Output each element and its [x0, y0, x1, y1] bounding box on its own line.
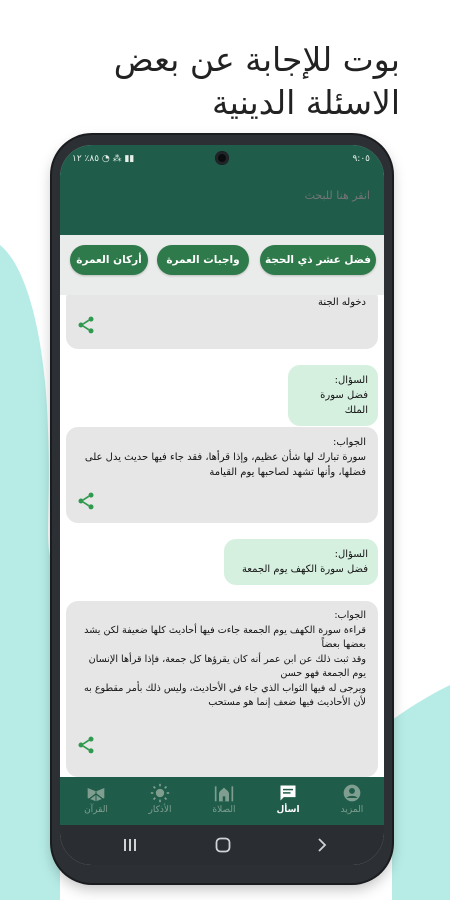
- bottom-navigation: [60, 777, 384, 825]
- phone-screen: [60, 145, 384, 865]
- nav-ask[interactable]: [256, 777, 320, 825]
- chat-icon: [278, 783, 298, 803]
- nav-label: الأذكار: [148, 805, 172, 815]
- question-bubble: [288, 365, 378, 426]
- nav-label: القرآن: [84, 805, 108, 815]
- quran-icon: [85, 783, 107, 803]
- status-icons: ٨٥٪ ١٢ ◔ ⁂ ▮▮: [72, 154, 135, 164]
- nav-adhkar[interactable]: [128, 777, 192, 825]
- answer-label: الجواب:: [332, 437, 366, 448]
- answer-bubble: [66, 601, 378, 777]
- promo-line-1: بوت للإجابة عن بعض: [113, 40, 400, 79]
- nav-label: الصلاة: [212, 805, 236, 815]
- promo-line-2: الاسئلة الدينية: [211, 83, 400, 122]
- back-icon[interactable]: [314, 837, 330, 853]
- share-icon[interactable]: [76, 315, 96, 335]
- question-label: السؤال:: [334, 375, 368, 386]
- mosque-icon: [213, 783, 235, 803]
- status-time: ٩:٠٥: [352, 154, 370, 164]
- sun-icon: [150, 783, 170, 803]
- nav-label: المزيد: [340, 805, 364, 815]
- question-text: فضل سورة الكهف يوم الجمعة: [241, 564, 368, 575]
- answer-text-paragraph: وقد ثبت ذلك عن ابن عمر أنه كان يقرؤها كل جمعة، فإذا قرأها الإنسان يوم الجمعة فهو حسن: [88, 653, 366, 679]
- profile-icon: [342, 783, 362, 803]
- system-navigation-bar: [60, 825, 384, 865]
- chat-list[interactable]: [60, 295, 384, 777]
- chip-umrah-duties[interactable]: واجبات العمرة: [157, 245, 249, 275]
- question-bubble: [224, 539, 378, 585]
- search-input[interactable]: [74, 185, 370, 207]
- nav-prayer[interactable]: [192, 777, 256, 825]
- home-icon[interactable]: [214, 836, 232, 854]
- nav-label: اسأل: [276, 805, 300, 815]
- chip-dhul-hijjah[interactable]: فضل عشر ذي الحجة: [260, 245, 376, 275]
- answer-bubble: [66, 427, 378, 523]
- answer-fragment: دخوله الجنة: [317, 297, 366, 308]
- share-icon[interactable]: [76, 735, 96, 755]
- answer-text-paragraph: ويرجى له فيها الثواب الذي جاء في الأحاديث، وليس ذلك بأمر مقطوع به لأن الأحاديث فيها ضعف إنما هو مستحب: [83, 682, 366, 708]
- camera-hole: [215, 151, 229, 165]
- chip-umrah-pillars[interactable]: أركان العمرة: [70, 245, 148, 275]
- answer-bubble-partial: [66, 295, 378, 349]
- share-icon[interactable]: [76, 491, 96, 511]
- question-label: السؤال:: [334, 549, 368, 560]
- answer-label: الجواب:: [334, 610, 366, 621]
- recent-apps-icon[interactable]: [122, 837, 138, 853]
- promo-headline: [40, 38, 400, 124]
- answer-text-paragraph: قراءة سورة الكهف يوم الجمعة جاءت فيها أحاديث كلها ضعيفة لكن يشد بعضها بعضاً: [84, 624, 366, 650]
- nav-more[interactable]: [320, 777, 384, 825]
- answer-text: سورة تبارك لها شأن عظيم، وإذا قرأها، فقد جاء فيها حديث يدل على فضلها، وأنها تشهد لصاحبها يوم القيامة: [84, 452, 366, 478]
- question-text: فضل سورة الملك: [320, 390, 368, 416]
- phone-frame: [52, 135, 392, 883]
- nav-quran[interactable]: [64, 777, 128, 825]
- app-bar: [60, 145, 384, 235]
